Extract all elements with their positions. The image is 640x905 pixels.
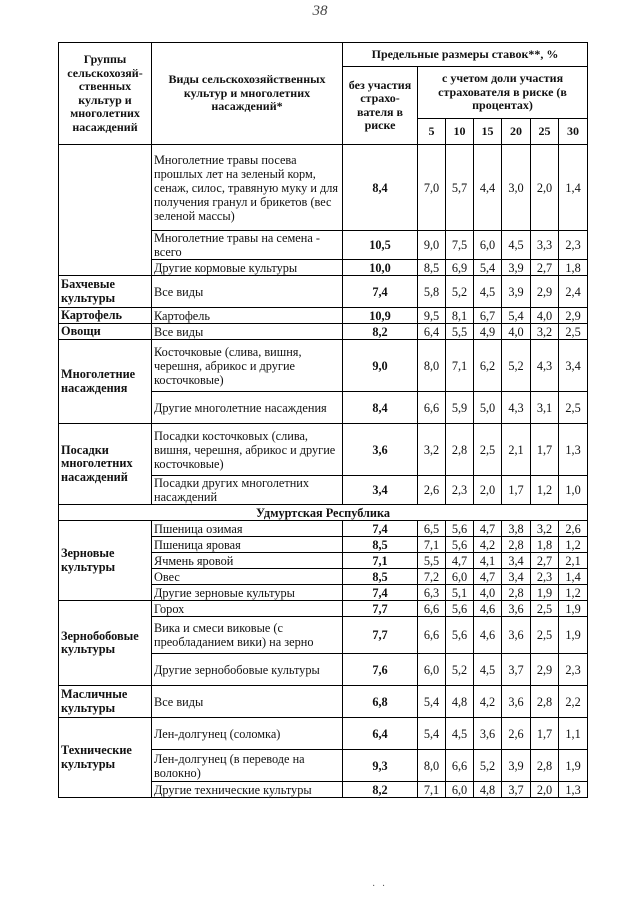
rate-share-20: 3,7	[502, 654, 531, 686]
rate-share-20: 3,6	[502, 601, 531, 617]
rate-share-15: 4,9	[474, 324, 502, 340]
rate-share-10: 4,7	[446, 553, 474, 569]
rate-share-25: 2,3	[531, 569, 559, 585]
rate-share-10: 5,7	[446, 145, 474, 231]
rate-share-10: 5,9	[446, 392, 474, 424]
table-row	[59, 718, 588, 750]
rate-share-30: 2,5	[559, 392, 588, 424]
rate-share-15: 4,6	[474, 601, 502, 617]
base-rate: 10,9	[343, 308, 418, 324]
table-row	[59, 601, 588, 617]
rate-share-25: 2,0	[531, 782, 559, 798]
rate-share-25: 2,5	[531, 617, 559, 654]
rate-share-10: 4,8	[446, 686, 474, 718]
table-row	[59, 340, 588, 392]
crop-name: Картофель	[152, 308, 343, 324]
base-rate: 8,4	[343, 392, 418, 424]
base-rate: 7,7	[343, 617, 418, 654]
rate-share-10: 8,1	[446, 308, 474, 324]
rate-share-20: 3,4	[502, 553, 531, 569]
rate-share-15: 2,5	[474, 424, 502, 476]
rate-share-5: 5,5	[418, 553, 446, 569]
table-row	[59, 324, 588, 340]
crop-name: Другие многолетние насаждения	[152, 392, 343, 424]
rate-share-15: 4,7	[474, 521, 502, 537]
rate-share-10: 5,2	[446, 654, 474, 686]
rate-share-5: 2,6	[418, 476, 446, 505]
base-rate: 8,4	[343, 145, 418, 231]
rate-share-25: 3,2	[531, 324, 559, 340]
crop-name: Другие кормовые культуры	[152, 260, 343, 276]
rate-share-30: 1,3	[559, 424, 588, 476]
rate-share-25: 1,7	[531, 424, 559, 476]
header-groups: Группы сельскохозяй-ственных культур и многолетних насаждений	[59, 43, 152, 145]
base-rate: 7,7	[343, 601, 418, 617]
rate-share-5: 6,0	[418, 654, 446, 686]
base-rate: 7,6	[343, 654, 418, 686]
group-name: Зерновые культуры	[59, 521, 152, 601]
crop-name: Другие зерновые культуры	[152, 585, 343, 601]
base-rate: 10,0	[343, 260, 418, 276]
group-name: Посадки многолетних насаждений	[59, 424, 152, 505]
table-row	[59, 686, 588, 718]
rate-share-30: 2,3	[559, 231, 588, 260]
rate-share-5: 7,1	[418, 537, 446, 553]
rate-share-30: 2,4	[559, 276, 588, 308]
rate-share-20: 3,9	[502, 276, 531, 308]
rate-share-25: 2,8	[531, 686, 559, 718]
rate-share-15: 4,1	[474, 553, 502, 569]
header-share-10: 10	[446, 119, 474, 145]
rate-share-25: 1,2	[531, 476, 559, 505]
crop-name: Пшеница озимая	[152, 521, 343, 537]
rate-share-20: 2,8	[502, 585, 531, 601]
table-row	[59, 145, 588, 231]
rate-share-25: 2,0	[531, 145, 559, 231]
rate-share-25: 2,9	[531, 654, 559, 686]
rate-share-30: 1,9	[559, 617, 588, 654]
group-name: Масличные культуры	[59, 686, 152, 718]
rate-share-5: 6,6	[418, 617, 446, 654]
rate-share-10: 5,6	[446, 537, 474, 553]
rate-share-25: 3,2	[531, 521, 559, 537]
rate-share-15: 4,5	[474, 654, 502, 686]
rate-share-10: 2,3	[446, 476, 474, 505]
table-row	[59, 308, 588, 324]
header-with-share: с учетом доли участия страхователя в риске (в процентах)	[418, 67, 588, 119]
table-body	[59, 145, 588, 798]
header-share-30: 30	[559, 119, 588, 145]
region-name: Удмуртская Республика	[59, 505, 588, 521]
rate-share-20: 2,1	[502, 424, 531, 476]
rate-share-20: 5,2	[502, 340, 531, 392]
rate-share-20: 1,7	[502, 476, 531, 505]
group-name: Многолетние насаждения	[59, 340, 152, 424]
rate-share-30: 1,9	[559, 750, 588, 782]
rate-share-5: 5,4	[418, 686, 446, 718]
rate-share-20: 4,3	[502, 392, 531, 424]
base-rate: 7,1	[343, 553, 418, 569]
header-without-share: без участия страхо-вателя в риске	[343, 67, 418, 145]
crop-name: Другие технические культуры	[152, 782, 343, 798]
base-rate: 8,2	[343, 324, 418, 340]
rate-share-20: 3,9	[502, 750, 531, 782]
rate-share-15: 4,6	[474, 617, 502, 654]
rate-share-10: 2,8	[446, 424, 474, 476]
group-name: Картофель	[59, 308, 152, 324]
rate-share-20: 3,8	[502, 521, 531, 537]
rate-share-30: 2,1	[559, 553, 588, 569]
rate-share-10: 6,0	[446, 569, 474, 585]
rate-share-10: 5,1	[446, 585, 474, 601]
rate-share-25: 3,3	[531, 231, 559, 260]
rate-share-5: 3,2	[418, 424, 446, 476]
rate-share-15: 5,0	[474, 392, 502, 424]
header-kinds: Виды сельскохозяйственных культур и многолетних насаждений*	[152, 43, 343, 145]
rate-share-25: 1,9	[531, 585, 559, 601]
rate-share-30: 2,3	[559, 654, 588, 686]
rate-share-5: 6,5	[418, 521, 446, 537]
base-rate: 10,5	[343, 231, 418, 260]
rate-share-20: 5,4	[502, 308, 531, 324]
rate-share-5: 7,2	[418, 569, 446, 585]
rate-share-30: 1,9	[559, 601, 588, 617]
table-row	[59, 521, 588, 537]
rate-share-20: 4,5	[502, 231, 531, 260]
rate-share-15: 5,4	[474, 260, 502, 276]
rate-share-5: 6,3	[418, 585, 446, 601]
base-rate: 8,5	[343, 537, 418, 553]
crop-name: Косточковые (слива, вишня, черешня, абрикос и другие косточковые)	[152, 340, 343, 392]
rate-share-25: 1,8	[531, 537, 559, 553]
rate-share-25: 2,7	[531, 260, 559, 276]
rate-share-15: 6,2	[474, 340, 502, 392]
table-row	[59, 424, 588, 476]
rate-share-25: 2,8	[531, 750, 559, 782]
base-rate: 9,0	[343, 340, 418, 392]
rate-share-15: 6,7	[474, 308, 502, 324]
rate-share-15: 4,2	[474, 686, 502, 718]
group-name	[59, 145, 152, 276]
rate-share-30: 1,8	[559, 260, 588, 276]
rate-share-25: 2,9	[531, 276, 559, 308]
rate-share-5: 9,5	[418, 308, 446, 324]
rate-share-15: 4,0	[474, 585, 502, 601]
base-rate: 7,4	[343, 585, 418, 601]
rate-share-5: 8,0	[418, 340, 446, 392]
rate-share-30: 2,2	[559, 686, 588, 718]
crop-name: Ячмень яровой	[152, 553, 343, 569]
crop-name: Все виды	[152, 324, 343, 340]
crop-name: Многолетние травы посева прошлых лет на зеленый корм, сенаж, силос, травяную муку и для получения гранул и брикетов (вес зеленой массы)	[152, 145, 343, 231]
table-row	[59, 276, 588, 308]
rate-share-15: 5,2	[474, 750, 502, 782]
rate-share-5: 9,0	[418, 231, 446, 260]
rate-share-5: 8,5	[418, 260, 446, 276]
page-number: 38	[312, 3, 328, 19]
rate-share-20: 4,0	[502, 324, 531, 340]
base-rate: 6,8	[343, 686, 418, 718]
group-name: Зернобобовые культуры	[59, 601, 152, 686]
crop-name: Другие зернобобовые культуры	[152, 654, 343, 686]
rate-share-15: 2,0	[474, 476, 502, 505]
rate-share-5: 5,8	[418, 276, 446, 308]
rate-share-5: 6,4	[418, 324, 446, 340]
group-name: Овощи	[59, 324, 152, 340]
rate-share-10: 5,5	[446, 324, 474, 340]
rate-share-20: 3,7	[502, 782, 531, 798]
rate-share-5: 6,6	[418, 601, 446, 617]
crop-name: Посадки косточковых (слива, вишня, черешня, абрикос и другие косточковые)	[152, 424, 343, 476]
rate-share-30: 3,4	[559, 340, 588, 392]
rate-share-30: 1,4	[559, 145, 588, 231]
crop-name: Все виды	[152, 686, 343, 718]
rate-share-5: 6,6	[418, 392, 446, 424]
group-name: Технические культуры	[59, 718, 152, 798]
rate-share-5: 7,0	[418, 145, 446, 231]
crop-name: Все виды	[152, 276, 343, 308]
rate-share-30: 2,9	[559, 308, 588, 324]
insurance-rates-table	[58, 42, 588, 798]
crop-name: Лен-долгунец (в переводе на волокно)	[152, 750, 343, 782]
rate-share-10: 7,5	[446, 231, 474, 260]
rate-share-10: 4,5	[446, 718, 474, 750]
rate-share-10: 5,2	[446, 276, 474, 308]
rate-share-20: 2,6	[502, 718, 531, 750]
base-rate: 3,6	[343, 424, 418, 476]
rate-share-20: 3,6	[502, 686, 531, 718]
crop-name: Многолетние травы на семена - всего	[152, 231, 343, 260]
rate-share-20: 3,9	[502, 260, 531, 276]
rate-share-30: 1,1	[559, 718, 588, 750]
header-limits: Предельные размеры ставок**, %	[343, 43, 588, 67]
header-share-5: 5	[418, 119, 446, 145]
rate-share-30: 2,5	[559, 324, 588, 340]
rate-share-15: 3,6	[474, 718, 502, 750]
rate-share-20: 3,4	[502, 569, 531, 585]
rate-share-10: 5,6	[446, 521, 474, 537]
rate-share-25: 3,1	[531, 392, 559, 424]
scan-mark: · ·	[372, 881, 388, 892]
rate-share-30: 1,2	[559, 537, 588, 553]
rate-share-15: 6,0	[474, 231, 502, 260]
rate-share-30: 1,3	[559, 782, 588, 798]
base-rate: 6,4	[343, 718, 418, 750]
rate-share-25: 2,7	[531, 553, 559, 569]
header-share-20: 20	[502, 119, 531, 145]
header-share-25: 25	[531, 119, 559, 145]
rate-share-10: 6,6	[446, 750, 474, 782]
rate-share-30: 1,2	[559, 585, 588, 601]
rate-share-15: 4,2	[474, 537, 502, 553]
rate-share-20: 3,0	[502, 145, 531, 231]
base-rate: 7,4	[343, 276, 418, 308]
rate-share-30: 2,6	[559, 521, 588, 537]
header-share-15: 15	[474, 119, 502, 145]
rate-share-15: 4,7	[474, 569, 502, 585]
rate-share-10: 6,9	[446, 260, 474, 276]
rate-share-20: 2,8	[502, 537, 531, 553]
rate-share-20: 3,6	[502, 617, 531, 654]
rate-share-10: 6,0	[446, 782, 474, 798]
rate-share-25: 1,7	[531, 718, 559, 750]
rate-share-15: 4,4	[474, 145, 502, 231]
rate-share-25: 4,3	[531, 340, 559, 392]
base-rate: 8,2	[343, 782, 418, 798]
rate-share-5: 7,1	[418, 782, 446, 798]
base-rate: 9,3	[343, 750, 418, 782]
crop-name: Вика и смеси виковые (с преобладанием вики) на зерно	[152, 617, 343, 654]
rate-share-10: 5,6	[446, 601, 474, 617]
crop-name: Посадки других многолетних насаждений	[152, 476, 343, 505]
region-row	[59, 505, 588, 521]
rate-share-25: 2,5	[531, 601, 559, 617]
rate-share-15: 4,5	[474, 276, 502, 308]
crop-name: Пшеница яровая	[152, 537, 343, 553]
base-rate: 7,4	[343, 521, 418, 537]
group-name: Бахчевые культуры	[59, 276, 152, 308]
rate-share-15: 4,8	[474, 782, 502, 798]
rate-share-30: 1,0	[559, 476, 588, 505]
rate-share-5: 8,0	[418, 750, 446, 782]
crop-name: Лен-долгунец (соломка)	[152, 718, 343, 750]
crop-name: Горох	[152, 601, 343, 617]
rate-share-10: 7,1	[446, 340, 474, 392]
rate-share-30: 1,4	[559, 569, 588, 585]
rate-share-5: 5,4	[418, 718, 446, 750]
base-rate: 8,5	[343, 569, 418, 585]
rate-share-25: 4,0	[531, 308, 559, 324]
rate-share-10: 5,6	[446, 617, 474, 654]
crop-name: Овес	[152, 569, 343, 585]
base-rate: 3,4	[343, 476, 418, 505]
